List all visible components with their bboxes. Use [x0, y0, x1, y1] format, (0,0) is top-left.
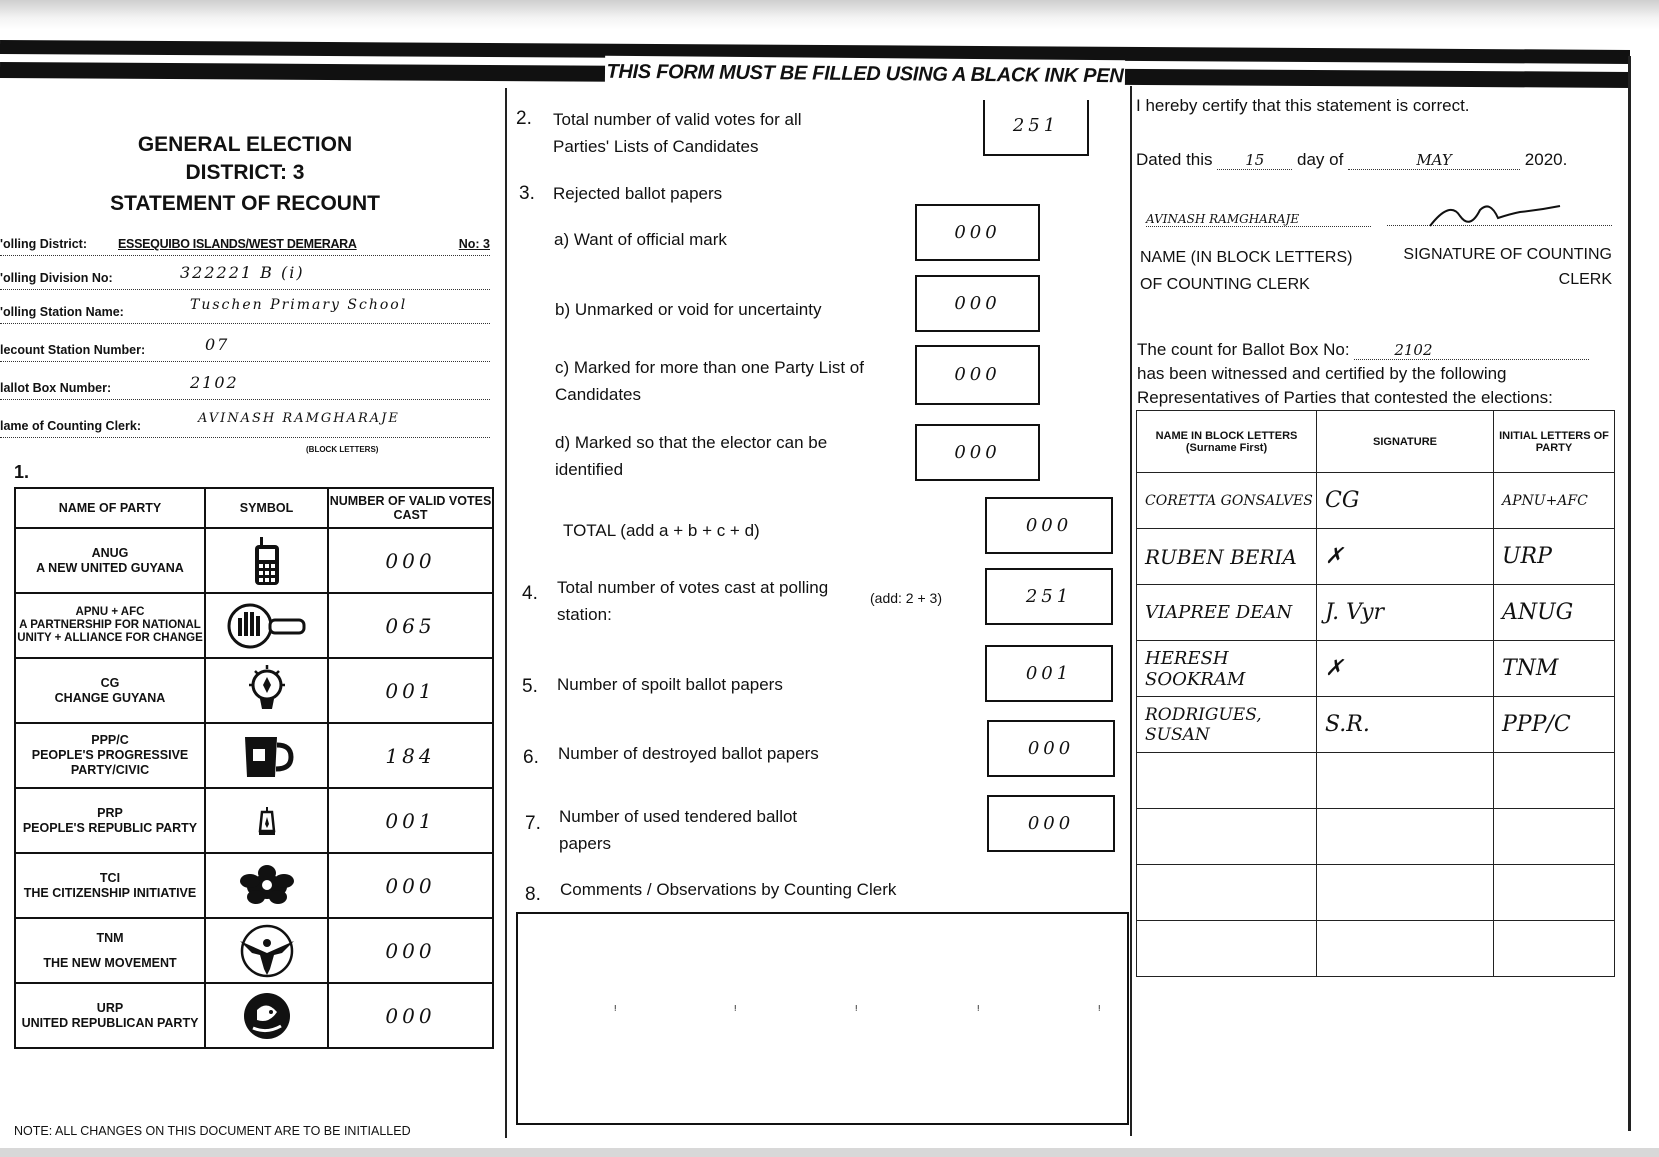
party-row: [15, 853, 493, 918]
party-name-cell: [15, 853, 205, 918]
rep-party: PPP/C: [1494, 697, 1615, 753]
field-value: 07: [205, 335, 230, 354]
rep-party: APNU+AFC: [1494, 473, 1615, 529]
votes-cell: 001: [328, 788, 493, 853]
item-3a-label: a) Want of official mark: [554, 230, 727, 249]
rep-name: RUBEN BERIA: [1137, 529, 1317, 585]
polling-station-field: [0, 297, 490, 324]
field-label: lame of Counting Clerk:: [0, 419, 141, 433]
votes-cell: 184: [328, 723, 493, 788]
item-6-label: Number of destroyed ballot papers: [558, 744, 819, 763]
total-value-box[interactable]: 000: [985, 497, 1113, 554]
representative-row: [1137, 473, 1615, 529]
party-full-name: A NEW UNITED GUYANA: [36, 560, 184, 575]
party-full-name: THE NEW MOVEMENT: [43, 955, 177, 970]
dated-year: 2020.: [1524, 150, 1568, 169]
column-header: SIGNATURE: [1317, 411, 1494, 473]
party-full-name: THE CITIZENSHIP INITIATIVE: [23, 885, 197, 900]
rep-signature: ✗: [1317, 641, 1494, 697]
dated-month: MAY: [1348, 151, 1520, 170]
field-value: Tuschen Primary School: [190, 297, 408, 313]
item-3c-value-box[interactable]: 000: [915, 345, 1040, 405]
item-6-number: 6.: [523, 747, 539, 768]
rep-signature: S.R.: [1317, 697, 1494, 753]
recount-station-field: [0, 335, 490, 362]
field-value: 322221 B (i): [180, 263, 305, 282]
item-8-number: 8.: [525, 884, 541, 905]
block-letters-note: (BLOCK LETTERS): [306, 445, 379, 454]
item-3-label: Rejected ballot papers: [553, 184, 723, 203]
witness-text: has been witnessed and certified by the following: [1137, 364, 1507, 383]
item-3d-label: d) Marked so that the elector can be identified: [555, 433, 828, 479]
party-row: [15, 723, 493, 788]
party-abbr: TNM: [96, 930, 124, 945]
polling-division-field: [0, 263, 490, 290]
party-votes-table: [14, 487, 494, 1049]
column-header: NAME IN BLOCK LETTERS (Surname First): [1137, 411, 1317, 473]
ballot-box-field: [0, 373, 490, 400]
party-full-name: CHANGE GUYANA: [54, 690, 166, 705]
table-header-row: [15, 488, 493, 528]
party-abbr: APNU + AFC: [75, 606, 145, 618]
rep-name: VIAPREE DEAN: [1137, 585, 1317, 641]
party-abbr: TCI: [99, 870, 121, 885]
recount-title: STATEMENT OF RECOUNT: [110, 192, 380, 215]
item-3-number: 3.: [519, 183, 535, 204]
dated-day: 15: [1217, 151, 1292, 170]
scan-top-edge: [0, 0, 1659, 30]
initial-changes-note: NOTE: ALL CHANGES ON THIS DOCUMENT ARE TO BE INITIALLED: [14, 1124, 411, 1138]
fish-icon: [205, 983, 328, 1048]
party-row: [15, 983, 493, 1048]
field-label: 'olling Division No:: [0, 271, 113, 285]
party-abbr: ANUG: [91, 545, 129, 560]
item-7-number: 7.: [525, 813, 541, 834]
party-abbr: CG: [100, 675, 120, 690]
party-name-cell: [15, 593, 205, 658]
rep-name: RODRIGUES, SUSAN: [1137, 697, 1317, 753]
item-2-value-box[interactable]: 251: [983, 100, 1089, 156]
rep-signature: ✗: [1317, 529, 1494, 585]
votes-cell: 000: [328, 528, 493, 593]
clerk-signature: [1420, 196, 1570, 232]
day-of-label: day of: [1297, 150, 1344, 169]
fold-mark: ᵎ: [734, 1002, 737, 1018]
count-line: [1137, 340, 1589, 360]
election-title: GENERAL ELECTION: [137, 133, 353, 156]
item-5-value-box[interactable]: 001: [985, 645, 1113, 702]
field-value: AVINASH RAMGHARAJE: [198, 411, 400, 426]
party-row: [15, 918, 493, 983]
section-1-number: 1.: [14, 462, 30, 482]
party-full-name: PEOPLE'S PROGRESSIVE PARTY/CIVIC: [31, 748, 189, 777]
representatives-table: [1136, 410, 1615, 977]
column-header: INITIAL LETTERS OF PARTY: [1494, 411, 1615, 473]
party-name-cell: [15, 658, 205, 723]
rep-party: TNM: [1494, 641, 1615, 697]
votes-cell: 065: [328, 593, 493, 658]
party-name-cell: [15, 723, 205, 788]
fold-mark: ᵎ: [855, 1002, 858, 1018]
district-number: No: 3: [458, 237, 490, 251]
item-3b-value-box[interactable]: 000: [915, 275, 1040, 332]
party-name-cell: [15, 528, 205, 593]
votes-cell: 000: [328, 853, 493, 918]
item-7-label: Number of used tendered ballot papers: [559, 807, 798, 853]
rep-name: CORETTA GONSALVES: [1137, 473, 1317, 529]
rep-name: HERESH SOOKRAM: [1137, 641, 1317, 697]
certify-statement: I hereby certify that this statement is correct.: [1136, 96, 1470, 115]
representative-row: [1137, 697, 1615, 753]
signature-line: [1387, 225, 1612, 226]
empty-row: [1137, 921, 1615, 977]
item-4-add-note: (add: 2 + 3): [870, 590, 942, 606]
party-name-cell: [15, 918, 205, 983]
item-2-number: 2.: [516, 108, 532, 129]
phone-icon: [205, 528, 328, 593]
empty-row: [1137, 753, 1615, 809]
hand-key-icon: [205, 593, 328, 658]
flower-icon: [205, 853, 328, 918]
item-8-label: Comments / Observations by Counting Clerk: [560, 880, 897, 899]
party-abbr: URP: [96, 1000, 124, 1015]
item-4-label: Total number of votes cast at polling station:: [557, 578, 829, 624]
column-header: NAME OF PARTY: [15, 488, 205, 528]
eagle-icon: [205, 918, 328, 983]
right-border: [1628, 56, 1631, 1131]
item-3a-value-box[interactable]: 000: [915, 204, 1040, 261]
cup-icon: [205, 723, 328, 788]
item-7-value-box[interactable]: 000: [987, 795, 1115, 852]
item-4-value-box[interactable]: 251: [985, 568, 1113, 625]
district-title: DISTRICT: 3: [185, 161, 305, 184]
party-full-name: PEOPLE'S REPUBLIC PARTY: [22, 820, 198, 835]
representatives-text: Representatives of Parties that contested the elections:: [1137, 388, 1553, 407]
scan-bottom-edge: [0, 1148, 1659, 1157]
votes-cell: 000: [328, 983, 493, 1048]
count-label: The count for Ballot Box No:: [1137, 340, 1350, 359]
rep-signature: CG: [1317, 473, 1494, 529]
field-label: lallot Box Number:: [0, 381, 112, 395]
fold-mark: ᵎ: [614, 1002, 617, 1018]
party-row: [15, 658, 493, 723]
item-2-label: Total number of valid votes for all Parties' Lists of Candidates: [553, 110, 802, 156]
item-3c-label: c) Marked for more than one Party List of Candidates: [555, 358, 864, 404]
votes-cell: 000: [328, 918, 493, 983]
comments-box[interactable]: [516, 912, 1129, 1125]
field-value: ESSEQUIBO ISLANDS/WEST DEMERARA: [118, 237, 357, 251]
bulb-icon: [205, 658, 328, 723]
party-full-name: UNITED REPUBLICAN PARTY: [21, 1015, 199, 1030]
empty-row: [1137, 809, 1615, 865]
empty-row: [1137, 865, 1615, 921]
clerk-signature-label: SIGNATURE OF COUNTING CLERK: [1403, 246, 1612, 288]
party-name-cell: [15, 788, 205, 853]
votes-cell: 001: [328, 658, 493, 723]
column-divider-left: [505, 88, 507, 1138]
fold-mark: ᵎ: [977, 1002, 980, 1018]
party-name-cell: [15, 983, 205, 1048]
table-header-row: [1137, 411, 1615, 473]
party-row: [15, 593, 493, 658]
representative-row: [1137, 529, 1615, 585]
clerk-name-handwritten: AVINASH RAMGHARAJE: [1146, 212, 1371, 227]
item-3d-value-box[interactable]: 000: [915, 424, 1040, 481]
field-label: lecount Station Number:: [0, 343, 146, 357]
dated-line: [1136, 150, 1567, 170]
fold-mark: ᵎ: [1098, 1002, 1101, 1018]
item-6-value-box[interactable]: 000: [987, 720, 1115, 777]
party-full-name: A PARTNERSHIP FOR NATIONAL UNITY + ALLIANCE FOR CHANGE: [17, 619, 203, 644]
column-header: NUMBER OF VALID VOTES CAST: [328, 488, 493, 528]
field-value: 2102: [190, 373, 239, 392]
column-header: SYMBOL: [205, 488, 328, 528]
clerk-name-label: NAME (IN BLOCK LETTERS) OF COUNTING CLERK: [1140, 249, 1353, 293]
polling-district-field: [0, 232, 490, 256]
item-5-number: 5.: [522, 676, 538, 697]
item-4-number: 4.: [522, 583, 538, 604]
field-label: 'olling Station Name:: [0, 305, 124, 319]
party-abbr: PPP/C: [91, 733, 129, 747]
representative-row: [1137, 641, 1615, 697]
count-box-number: 2102: [1354, 341, 1589, 360]
item-3b-label: b) Unmarked or void for uncertainty: [555, 300, 822, 319]
representative-row: [1137, 585, 1615, 641]
rep-party: ANUG: [1494, 585, 1615, 641]
party-row: [15, 528, 493, 593]
column-divider-right: [1130, 86, 1132, 1136]
lantern-icon: [205, 788, 328, 853]
rep-party: URP: [1494, 529, 1615, 585]
party-row: [15, 788, 493, 853]
dated-label: Dated this: [1136, 150, 1213, 169]
rep-signature: J. Vyr: [1317, 585, 1494, 641]
ink-pen-banner: THIS FORM MUST BE FILLED USING A BLACK INK PEN: [605, 56, 1125, 93]
field-label: 'olling District:: [0, 237, 87, 251]
party-abbr: PRP: [97, 805, 123, 820]
counting-clerk-field: [0, 411, 490, 438]
total-label: TOTAL (add a + b + c + d): [563, 521, 760, 540]
item-5-label: Number of spoilt ballot papers: [557, 675, 783, 694]
